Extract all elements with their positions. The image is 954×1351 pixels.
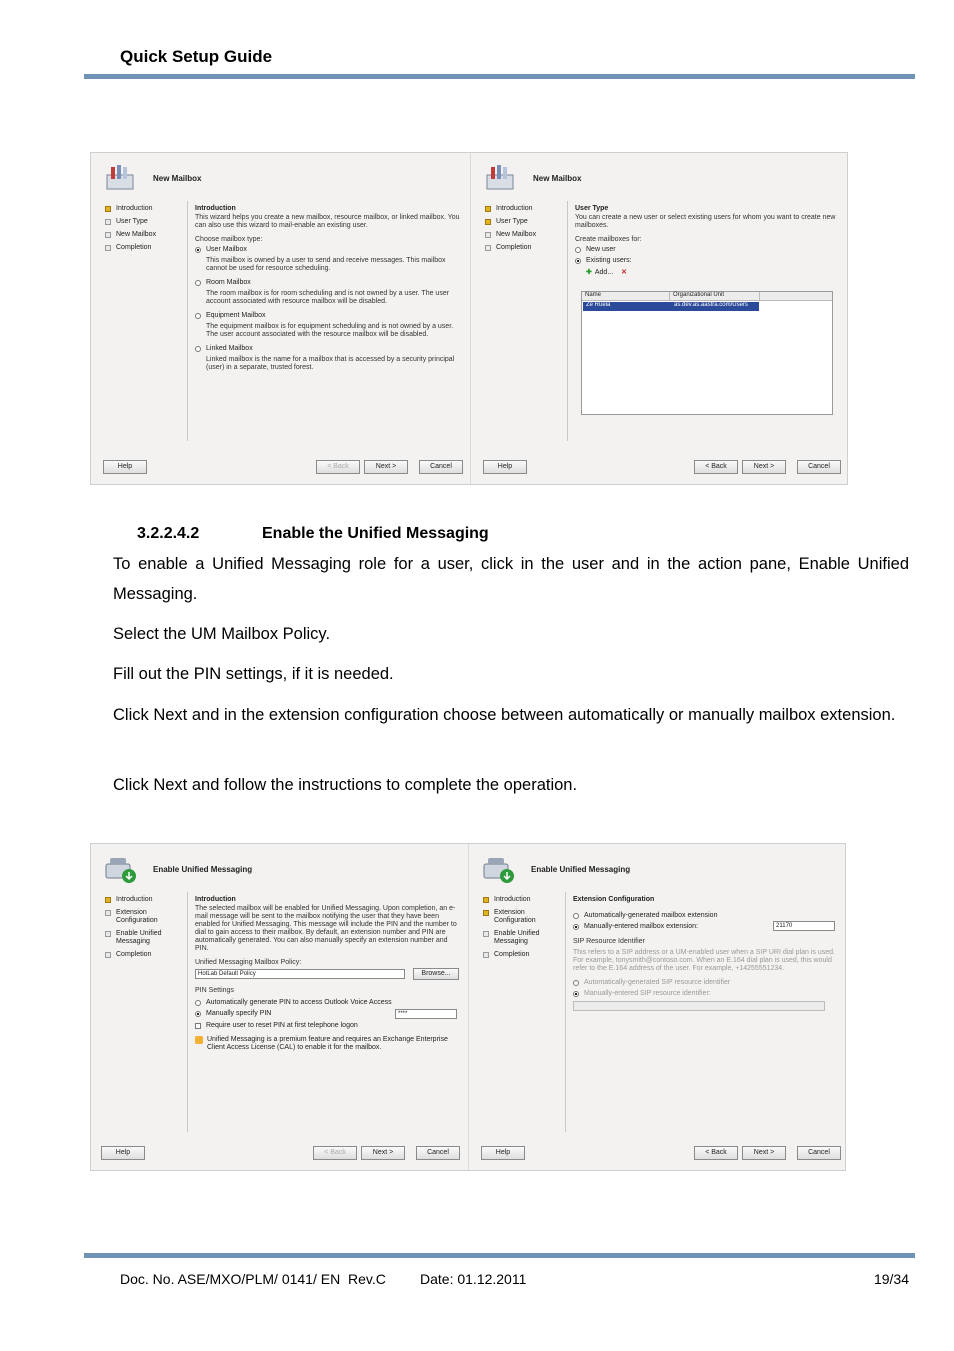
new-user-radio[interactable]: New user bbox=[575, 246, 841, 254]
enable-um-intro-panel bbox=[91, 844, 469, 1170]
wizard-content: Extension Configuration Automatically-generated mailbox extension Manually-entered mailbox extension: 21170 SIP Resource Identifier This refers to a SIP address or a UM-enabled user when a SIP URI dial plan is used. For example, tonysmith@contoso.com. When an E.164 dial plan is used, this would refer to the E.164 address of the user. For example, +14255551234. Automatically-generated SIP resource identifier Manually-entered SIP resource identifier: bbox=[573, 896, 839, 1011]
back-button[interactable]: < Back bbox=[694, 1146, 738, 1160]
paragraph: Click Next and in the extension configuration choose between automatically or manually mailbox extension. bbox=[113, 706, 896, 724]
header-title: Quick Setup Guide bbox=[120, 47, 273, 66]
wizard-buttons bbox=[469, 1146, 846, 1162]
wizard-steps bbox=[105, 896, 185, 964]
license-note: Unified Messaging is a premium feature and requires an Exchange Enterprise Client Access License (CAL) to enable it for the mailbox. bbox=[195, 1036, 461, 1052]
page-number: 19/34 bbox=[873, 1271, 909, 1287]
add-button[interactable]: ✚ Add... ✕ bbox=[586, 269, 628, 276]
next-button[interactable]: Next > bbox=[361, 1146, 405, 1160]
add-icon: ✚ bbox=[586, 269, 592, 276]
phone-icon bbox=[481, 854, 515, 884]
step-item: User Type bbox=[485, 218, 565, 226]
wizard-title: New Mailbox bbox=[533, 174, 582, 183]
divider bbox=[187, 201, 188, 441]
step-item: Completion bbox=[485, 244, 565, 252]
mailbox-icon bbox=[483, 163, 517, 193]
users-list[interactable] bbox=[581, 291, 833, 415]
wizard-steps bbox=[485, 205, 565, 257]
step-item: Completion bbox=[483, 951, 563, 959]
list-header: Name Organizational Unit bbox=[582, 292, 832, 301]
step-item: Completion bbox=[105, 244, 185, 252]
auto-sip-radio[interactable]: Automatically-generated SIP resource identifier bbox=[573, 979, 839, 987]
wizard-title: New Mailbox bbox=[153, 174, 202, 183]
document-number: Doc. No. ASE/MXO/PLM/ 0141/ EN Rev.C bbox=[120, 1271, 386, 1287]
list-item[interactable]: Ze Ruela as.dev.as.aastra.com/Users bbox=[583, 302, 759, 311]
phone-icon bbox=[103, 854, 137, 884]
wizard-steps bbox=[483, 896, 563, 964]
step-item: Enable Unified Messaging bbox=[105, 930, 185, 946]
step-item: Extension Configuration bbox=[105, 909, 185, 925]
enable-um-screenshot bbox=[90, 843, 846, 1171]
help-button[interactable]: Help bbox=[103, 460, 147, 474]
enable-um-extension-panel bbox=[469, 844, 846, 1170]
wizard-buttons bbox=[471, 460, 848, 476]
warning-icon bbox=[195, 1036, 203, 1044]
equipment-mailbox-radio[interactable]: Equipment Mailbox bbox=[195, 312, 461, 320]
remove-icon[interactable]: ✕ bbox=[621, 269, 628, 276]
extension-field[interactable]: 21170 bbox=[773, 921, 835, 931]
existing-users-radio[interactable]: Existing users: bbox=[575, 257, 841, 265]
cancel-button[interactable]: Cancel bbox=[797, 460, 841, 474]
step-item: User Type bbox=[105, 218, 185, 226]
linked-mailbox-radio[interactable]: Linked Mailbox bbox=[195, 345, 461, 353]
new-mailbox-screenshot bbox=[90, 152, 848, 485]
paragraph: Fill out the PIN settings, if it is needed. bbox=[113, 665, 394, 683]
manual-sip-radio[interactable]: Manually-entered SIP resource identifier: bbox=[573, 990, 839, 998]
wizard-title: Enable Unified Messaging bbox=[153, 865, 253, 874]
divider bbox=[565, 892, 566, 1132]
manual-pin-radio[interactable]: Manually specify PIN bbox=[195, 1010, 461, 1018]
reset-pin-checkbox[interactable]: Require user to reset PIN at first telephone logon bbox=[195, 1022, 461, 1030]
wizard-content: Introduction This wizard helps you create a new mailbox, resource mailbox, or linked mailbox. You can also use this wizard to mail-enable an existing user. Choose mailbox type: User Mailbox This mailbox is owned by a user to send and receive messages. This mailbox cannot be used for resource scheduling. Room Mailbox The room mailbox is for room scheduling and is not owned by a user. The user account associated with resource mailbox will be disabled. Equipment Mailbox The equipment mailbox is for equipment scheduling and is not owned by a user. The user account associated with the resource mailbox will be disabled. Linked Mailbox Linked mailbox is the name for a mailbox that is accessed by a security principal (user) in a separate, trusted forest. bbox=[195, 205, 460, 371]
step-item: Introduction bbox=[105, 896, 185, 904]
paragraph: Select the UM Mailbox Policy. bbox=[113, 625, 331, 643]
room-mailbox-radio[interactable]: Room Mailbox bbox=[195, 279, 461, 287]
auto-pin-radio[interactable]: Automatically generate PIN to access Outlook Voice Access bbox=[195, 999, 461, 1007]
step-item: Completion bbox=[105, 951, 185, 959]
footer-rule bbox=[84, 1253, 915, 1258]
cancel-button[interactable]: Cancel bbox=[416, 1146, 460, 1160]
step-item: Enable Unified Messaging bbox=[483, 930, 563, 946]
next-button[interactable]: Next > bbox=[742, 460, 786, 474]
paragraph: Click Next and follow the instructions to complete the operation. bbox=[113, 776, 578, 794]
new-mailbox-usertype-panel bbox=[471, 153, 848, 484]
next-button[interactable]: Next > bbox=[742, 1146, 786, 1160]
header-rule bbox=[84, 74, 915, 79]
policy-field[interactable]: HotLab Default Policy bbox=[195, 969, 405, 979]
help-button[interactable]: Help bbox=[101, 1146, 145, 1160]
help-button[interactable]: Help bbox=[483, 460, 527, 474]
divider bbox=[187, 892, 188, 1132]
help-button[interactable]: Help bbox=[481, 1146, 525, 1160]
wizard-buttons bbox=[91, 460, 470, 476]
wizard-content: Introduction The selected mailbox will be enabled for Unified Messaging. Upon completion, an e-mail message will be sent to the mailbox notifying the user that they have been enabled for Unified Messaging. This message will include the PIN and the number to dial to gain access to their mailbox. By default, an extension number and PIN are automatically generated. You can also manually specify an extension number and PIN. Unified Messaging Mailbox Policy: HotLab Default Policy Browse... PIN Settings Automatically generate PIN to access Outlook Voice Access Manually specify PIN **** Require user to reset PIN at first telephone logon Unified Messaging is a premium feature and requires an Exchange Enterprise Client Access License (CAL) to enable it for the mailbox. bbox=[195, 896, 461, 1055]
back-button[interactable]: < Back bbox=[694, 460, 738, 474]
mailbox-icon bbox=[103, 163, 137, 193]
wizard-steps bbox=[105, 205, 185, 257]
pin-field[interactable]: **** bbox=[395, 1009, 457, 1019]
cancel-button[interactable]: Cancel bbox=[419, 460, 463, 474]
paragraph: To enable a Unified Messaging role for a user, click in the user and in the action pane, Enable Unified Messaging. bbox=[113, 555, 909, 603]
cancel-button[interactable]: Cancel bbox=[797, 1146, 841, 1160]
section-title: Enable the Unified Messaging bbox=[262, 525, 489, 542]
step-item: Introduction bbox=[483, 896, 563, 904]
step-item: New Mailbox bbox=[105, 231, 185, 239]
sip-field[interactable] bbox=[573, 1001, 825, 1011]
new-mailbox-intro-panel bbox=[91, 153, 471, 484]
wizard-content: User Type You can create a new user or select existing users for whom you want to create new mailboxes. Create mailboxes for: New user Existing users: ✚ Add... ✕ bbox=[575, 205, 841, 280]
back-button[interactable]: < Back bbox=[313, 1146, 357, 1160]
document-date: Date: 01.12.2011 bbox=[420, 1271, 527, 1287]
step-item: Extension Configuration bbox=[483, 909, 563, 925]
section-number: 3.2.2.4.2 bbox=[137, 525, 200, 542]
step-item: Introduction bbox=[105, 205, 185, 213]
wizard-title: Enable Unified Messaging bbox=[531, 865, 631, 874]
user-mailbox-radio[interactable]: User Mailbox bbox=[195, 246, 461, 254]
back-button[interactable]: < Back bbox=[316, 460, 360, 474]
browse-button[interactable]: Browse... bbox=[413, 968, 459, 980]
step-item: Introduction bbox=[485, 205, 565, 213]
wizard-buttons bbox=[91, 1146, 468, 1162]
next-button[interactable]: Next > bbox=[364, 460, 408, 474]
auto-extension-radio[interactable]: Automatically-generated mailbox extension bbox=[573, 912, 839, 920]
divider bbox=[567, 201, 568, 441]
manual-extension-radio[interactable]: Manually-entered mailbox extension: bbox=[573, 923, 839, 931]
step-item: New Mailbox bbox=[485, 231, 565, 239]
